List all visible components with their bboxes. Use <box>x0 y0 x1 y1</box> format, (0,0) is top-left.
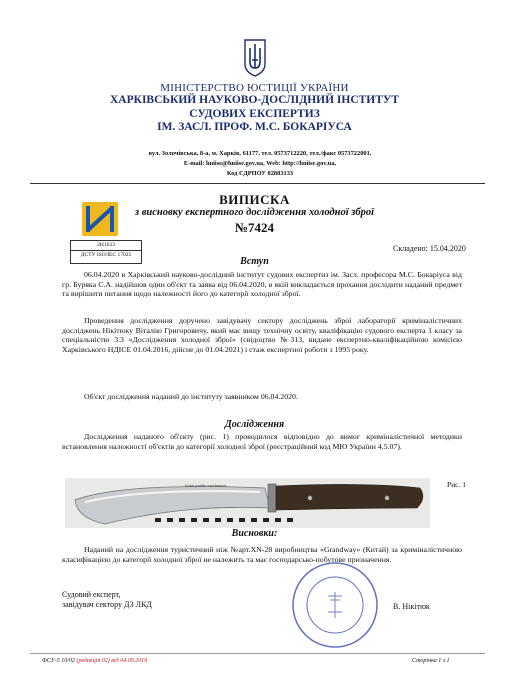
conclusions-heading: Висновки: <box>231 528 278 539</box>
intro-paragraph-2: Проведення дослідження доручено завідувачу сектору досліджень зброї лабораторії криміналістичних досліджень Нікітюку Віталію Григоровичу, який має вищу технічну освіту, кваліфікацію судового експерта 1 класу за спеціальністю 3.3 «Дослідження холодної зброї» (свідоцтво №313, видане експертно-кваліфікаційною комісією Харківського НДІСЕ 01.04.2016, дійсне до 01.04.2021) і стаж експертної роботи з 1995 року. <box>62 316 462 354</box>
footer-divider <box>30 653 485 654</box>
form-code: ФСУ-5 10/02 <box>42 658 75 664</box>
certificate-number: 2Н1633 <box>97 242 115 248</box>
intro-heading: Вступ <box>240 256 269 267</box>
institute-email: E-mail: hniise@hniise.gov.ua, Web: http://hniise.gov.ua, <box>183 160 337 167</box>
compiled-date: Складено: 15.04.2020 <box>393 244 466 253</box>
figure-label: Рис. 1 <box>447 480 467 489</box>
signature-role <box>62 590 152 610</box>
intro-paragraph-1: 06.04.2020 в Харківський науково-дослідний інститут судових експертиз ім. Засл. професора М.С. Бокаріуса від гр. Буряка С.А. надійшов один об'єкт та заява від 06.04.2020, в якій викладається прохання дослідити наданий предмет та вирішити питання щодо належності його до категорії холодної зброї. <box>62 270 462 299</box>
signature-role-line2: завідувач сектору ДЗ ЛКД <box>62 600 152 609</box>
institute-name-line1: ХАРКІВСЬКИЙ НАУКОВО-ДОСЛІДНИЙ ІНСТИТУТ <box>109 94 400 106</box>
signature-name: В. Нікітюк <box>393 602 430 611</box>
form-revision: (редакція 02) від 04.09.2019 <box>76 658 148 664</box>
knife-marking: Kukri profile mechanics <box>185 483 227 488</box>
institute-name-line2: СУДОВИХ ЕКСПЕРТИЗ <box>189 108 320 120</box>
header-divider <box>30 183 485 184</box>
institute-edrpou: Код ЄДРПОУ 02883133 <box>226 170 294 177</box>
document-subtitle: з висновку експертного дослідження холодної зброї <box>134 207 375 218</box>
intro-paragraph-3: Об'єкт дослідження наданий до інституту заявником 06.04.2020. <box>84 392 298 401</box>
conclusion-paragraph: Наданий на дослідження туристичний ніж №арт.XN-28 виробництва «Grandway» (Китай) за криміналістичною класифікацією до категорії холодної зброї не належить та має господарсько-побутове призначення. <box>62 545 462 564</box>
certificate-standard: ДСТУ ISO/IEC 17025 <box>71 250 141 260</box>
research-heading: Дослідження <box>224 419 285 430</box>
ministry-heading: МІНІСТЕРСТВО ЮСТИЦІЇ УКРАЇНИ <box>160 82 349 94</box>
institute-address: вул. Золочівська, 8-а, м. Харків, 61177, тел. 0573712220, тел./факс 0573722001, <box>148 150 372 157</box>
knife-photo <box>65 478 430 528</box>
coat-of-arms-icon <box>243 38 267 78</box>
footer-page-number: Сторінка 1 з 1 <box>412 658 450 664</box>
research-paragraph: Дослідження наданого об'єкту (рис. 1) проводилося відповідно до вимог криміналістичної методики встановлення належності об'єктів до категорії холодної зброї (реєстраційний код МЮ України 4.5.07). <box>62 432 462 451</box>
signature-role-line1: Судовий експерт, <box>62 590 121 599</box>
document-number: №7424 <box>234 220 275 235</box>
institute-name-line3: ІМ. ЗАСЛ. ПРОФ. М.С. БОКАРІУСА <box>157 121 352 133</box>
document-title: ВИПИСКА <box>219 192 290 207</box>
official-stamp <box>290 560 380 650</box>
footer-form-code <box>42 658 147 664</box>
